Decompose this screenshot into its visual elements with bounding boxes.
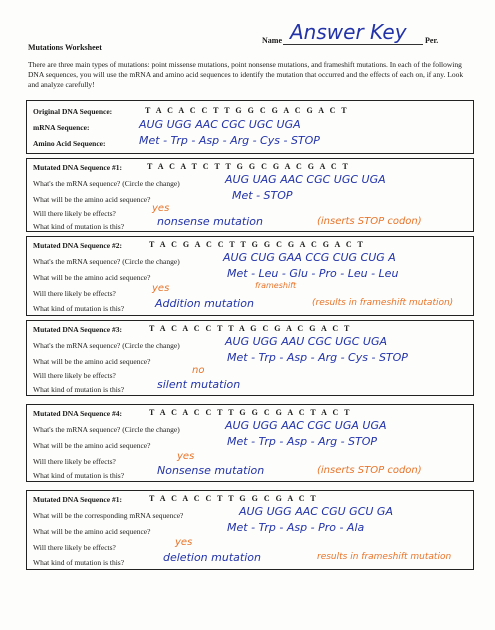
mrna-answer: AUG UGG AAC CGC UGA UGA xyxy=(225,419,387,432)
mutation-section-5 xyxy=(26,490,474,570)
effects-question: Will there likely be effects? xyxy=(33,543,116,552)
mutation-type-question: What kind of mutation is this? xyxy=(33,558,125,567)
original-dna-label: Original DNA Sequence: xyxy=(33,107,113,116)
effects-answer: yes xyxy=(152,203,170,214)
original-sequence-box xyxy=(26,100,474,154)
aa-question: What will be the amino acid sequence? xyxy=(33,357,151,366)
aa-question: What will be the amino acid sequence? xyxy=(33,441,151,450)
mutated-dna-sequence: T A C A T C T T G G C G A C G A C T xyxy=(147,162,350,171)
mutation-type-answer: nonsense mutation xyxy=(157,215,263,228)
mutation-section-1 xyxy=(26,158,474,232)
effects-question: Will there likely be effects? xyxy=(33,209,116,218)
aa-answer: Met - Trp - Asp - Arg - Cys - STOP xyxy=(227,351,408,364)
mutated-dna-sequence: T A C A C C T T G G C G A C T A C T xyxy=(149,408,352,417)
mutation-section-4 xyxy=(26,404,474,482)
mutation-type-answer: Addition mutation xyxy=(155,297,254,310)
aa-answer: Met - STOP xyxy=(232,189,293,202)
effects-question: Will there likely be effects? xyxy=(33,457,116,466)
instructions-paragraph: There are three main types of mutations: point missense mutations, point nonsense mutations, and frameshift mutations. In each of the following DNA sequences, you will use the mRNA and amino acid sequences to identify the mutation that occurred and the effects of each on, if any. Look and analyze carefully! xyxy=(28,60,464,89)
mrna-question: What's the mRNA sequence? (Circle the change) xyxy=(33,257,180,266)
mrna-answer: AUG UAG AAC CGC UGC UGA xyxy=(225,173,386,186)
mrna-question: What's the mRNA sequence? (Circle the change) xyxy=(33,179,180,188)
mutated-dna-sequence: T A C A C C T T G G C G A C T xyxy=(149,494,318,503)
mutated-dna-sequence: T A C G A C C T T G G C G A C G A C T xyxy=(149,240,365,249)
mrna-answer: AUG CUG GAA CCG CUG CUG A xyxy=(223,251,396,264)
section-label: Mutated DNA Sequence #4: xyxy=(33,409,122,418)
aa-question: What will be the amino acid sequence? xyxy=(33,195,151,204)
mutation-type-question: What kind of mutation is this? xyxy=(33,471,125,480)
section-label: Mutated DNA Sequence #1: xyxy=(33,163,122,172)
aa-question: What will be the amino acid sequence? xyxy=(33,527,151,536)
mrna-question: What will be the corresponding mRNA sequence? xyxy=(33,511,184,520)
mutation-section-3 xyxy=(26,320,474,396)
mutation-type-note: (inserts STOP codon) xyxy=(317,465,422,476)
period-label: Per. xyxy=(425,36,439,45)
mutated-dna-sequence: T A C A C C T T A G C G A C G A C T xyxy=(149,324,352,333)
mutation-type-question: What kind of mutation is this? xyxy=(33,385,125,394)
mutation-type-answer: Nonsense mutation xyxy=(157,464,265,477)
mutation-type-note: results in frameshift mutation xyxy=(317,552,452,562)
name-line xyxy=(283,44,423,45)
section-label: Mutated DNA Sequence #1: xyxy=(33,495,122,504)
aa-question: What will be the amino acid sequence? xyxy=(33,273,151,282)
mutation-type-note: (results in frameshift mutation) xyxy=(312,298,454,308)
mutation-type-note: (inserts STOP codon) xyxy=(317,216,422,227)
answer-key-handwriting: Answer Key xyxy=(290,20,407,44)
mutation-type-question: What kind of mutation is this? xyxy=(33,304,125,313)
mrna-question: What's the mRNA sequence? (Circle the change) xyxy=(33,425,180,434)
mrna-answer: AUG UGG AAU CGC UGC UGA xyxy=(225,335,388,348)
aa-answer: Met - Trp - Asp - Pro - Ala xyxy=(227,521,365,534)
aa-answer: Met - Leu - Glu - Pro - Leu - Leu xyxy=(227,267,399,280)
mrna-answer: AUG UGG AAC CGU GCU GA xyxy=(239,505,393,518)
effects-question: Will there likely be effects? xyxy=(33,289,116,298)
mutation-type-answer: silent mutation xyxy=(157,378,241,391)
name-label: Name xyxy=(262,36,282,45)
mutation-type-answer: deletion mutation xyxy=(163,551,261,564)
effects-question: Will there likely be effects? xyxy=(33,371,116,380)
worksheet-title: Mutations Worksheet xyxy=(28,43,102,52)
mrna-question: What's the mRNA sequence? (Circle the change) xyxy=(33,341,180,350)
effects-answer: no xyxy=(192,365,205,376)
effects-answer: yes xyxy=(175,537,193,548)
aa-answer: Met - Trp - Asp - Arg - STOP xyxy=(227,435,378,448)
amino-acid-label: Amino Acid Sequence: xyxy=(33,139,106,148)
original-dna-sequence: T A C A C C T T G G C G A C G A C T xyxy=(145,106,349,115)
section-label: Mutated DNA Sequence #3: xyxy=(33,325,122,334)
original-mrna-answer: AUG UGG AAC CGC UGC UGA xyxy=(139,118,301,131)
section-label: Mutated DNA Sequence #2: xyxy=(33,241,122,250)
mutation-section-2 xyxy=(26,236,474,316)
effects-answer: yes xyxy=(177,451,195,462)
mutation-type-question: What kind of mutation is this? xyxy=(33,222,125,231)
original-aa-answer: Met - Trp - Asp - Arg - Cys - STOP xyxy=(139,134,320,147)
frameshift-note: frameshift xyxy=(255,281,297,290)
mrna-label: mRNA Sequence: xyxy=(33,123,90,132)
effects-answer: yes xyxy=(152,283,170,294)
